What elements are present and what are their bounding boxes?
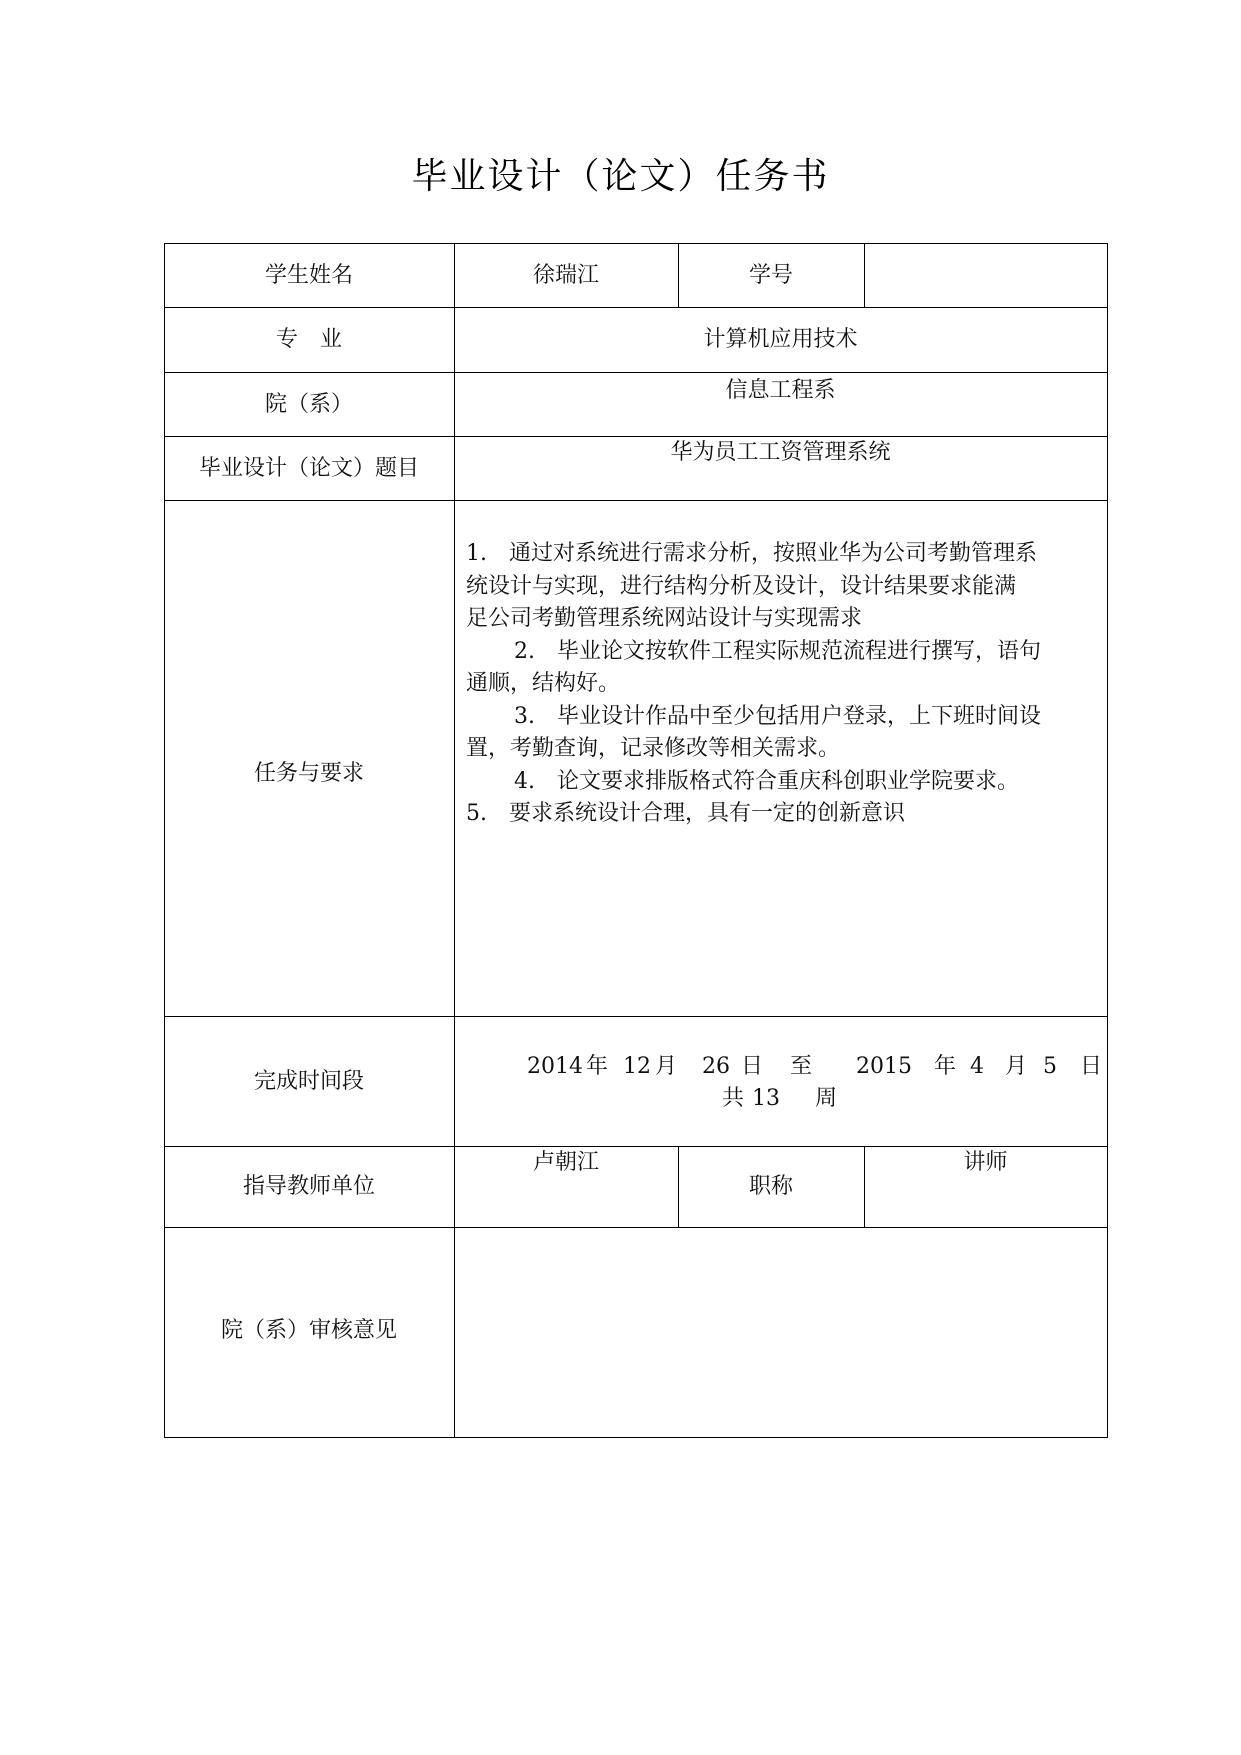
- task-item-line: 4. 论文要求排版格式符合重庆科创职业学院要求。: [514, 768, 1019, 794]
- task-item-line: 3. 毕业设计作品中至少包括用户登录，上下班时间设: [514, 703, 1041, 729]
- period-label: 完成时间段: [253, 1069, 364, 1094]
- day-char: 日: [1080, 1054, 1103, 1079]
- task-form-table: [164, 243, 1107, 1438]
- row-divider: [164, 372, 1108, 373]
- task-item: [466, 798, 1096, 831]
- task-item: [466, 538, 1096, 636]
- start-day: 26: [702, 1054, 730, 1079]
- row-divider: [164, 436, 1108, 437]
- table-border-right: [1107, 243, 1108, 1438]
- total-prefix: 共: [722, 1086, 745, 1111]
- task-item: [466, 766, 1096, 799]
- day-char: 日: [741, 1054, 764, 1079]
- end-year: 2015: [856, 1054, 912, 1079]
- advisor-unit-label: 指导教师单位: [242, 1174, 375, 1199]
- year-char: 年: [934, 1054, 957, 1079]
- student-name-label: 学生姓名: [264, 263, 353, 288]
- advisor-unit-value: 卢朝江: [532, 1150, 599, 1175]
- row-divider: [164, 1016, 1108, 1017]
- row-divider: [164, 500, 1108, 501]
- tasks-label: 任务与要求: [253, 761, 364, 786]
- cell-divider: [864, 243, 865, 307]
- student-id-label: 学号: [748, 263, 793, 288]
- table-border-left: [164, 243, 165, 1438]
- end-month: 4: [970, 1054, 984, 1079]
- job-title-label: 职称: [748, 1174, 793, 1199]
- task-item-line: 足公司考勤管理系统网站设计与实现需求: [466, 606, 863, 631]
- review-label: 院（系）审核意见: [220, 1318, 397, 1343]
- row-divider: [164, 307, 1108, 308]
- task-item-line: 1. 通过对系统进行需求分析，按照业华为公司考勤管理系: [466, 541, 1037, 566]
- task-requirements-list: [466, 538, 1096, 831]
- week-char: 周: [815, 1086, 838, 1111]
- table-border-bottom: [164, 1437, 1108, 1438]
- department-value: 信息工程系: [725, 378, 836, 403]
- task-item-line: 通顺，结构好。: [466, 671, 621, 696]
- task-item-line: 2. 毕业论文按软件工程实际规范流程进行撰写，语句: [514, 638, 1041, 664]
- task-item-line: 置，考勤查询，记录修改等相关需求。: [466, 736, 841, 761]
- start-year: 2014: [527, 1054, 583, 1079]
- row-divider: [164, 1146, 1108, 1147]
- month-char: 月: [1005, 1054, 1028, 1079]
- task-item-line: 5. 要求系统设计合理，具有一定的创新意识: [466, 801, 905, 826]
- weeks-count: 13: [752, 1086, 780, 1111]
- label-column-divider: [454, 243, 455, 1438]
- task-item-line: 统设计与实现，进行结构分析及设计，设计结果要求能满: [466, 573, 1017, 599]
- department-label: 院（系）: [264, 392, 353, 417]
- task-item: [466, 701, 1096, 766]
- table-border-top: [164, 243, 1108, 244]
- thesis-title-value: 华为员工工资管理系统: [670, 440, 891, 465]
- month-char: 月: [655, 1054, 678, 1079]
- major-label: 专 业: [275, 327, 342, 352]
- end-day: 5: [1043, 1054, 1057, 1079]
- row-divider: [164, 1227, 1108, 1228]
- job-title-value: 讲师: [963, 1150, 1008, 1175]
- year-char: 年: [586, 1054, 609, 1079]
- task-item: [466, 636, 1096, 701]
- thesis-title-label: 毕业设计（论文）题目: [198, 456, 419, 481]
- period-to: 至: [790, 1054, 813, 1079]
- major-value: 计算机应用技术: [703, 327, 858, 352]
- document-title: 毕业设计（论文）任务书: [411, 156, 830, 197]
- start-month: 12: [623, 1054, 651, 1079]
- student-name-value: 徐瑞江: [532, 263, 599, 288]
